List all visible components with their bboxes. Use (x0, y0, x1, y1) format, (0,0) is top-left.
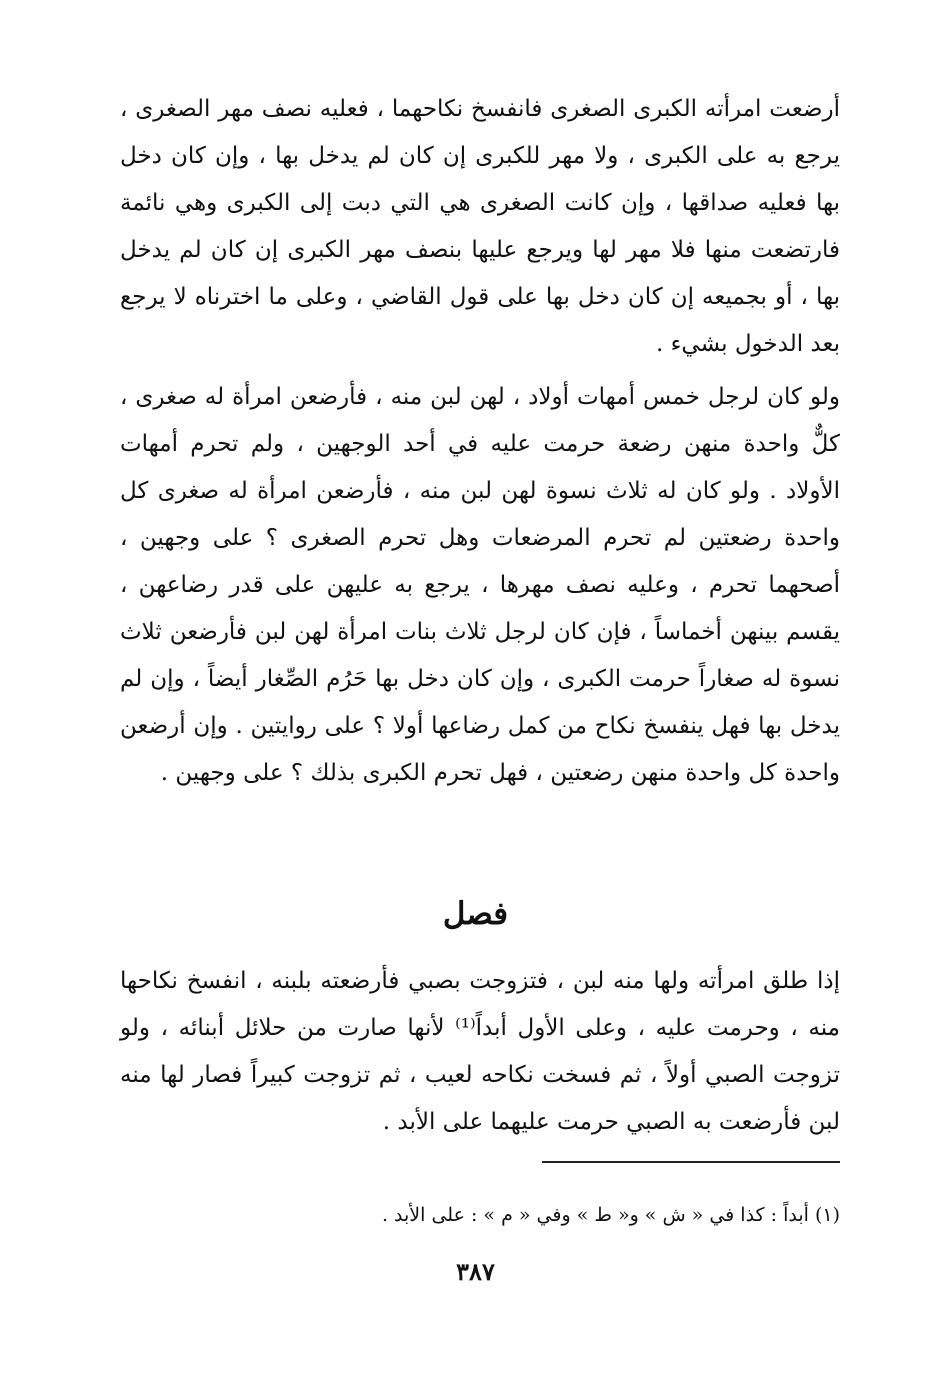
paragraph-2: ولو كان لرجل خمس أمهات أولاد ، لهن لبن منه ، فأرضعن امرأة له صغرى ، كلٌّ واحدة منهن رضعة حرمت عليه في أحد الوجهين ، ولم تحرم أمهات الأولاد . ولو كان له ثلاث نسوة لهن لبن منه ، فأرضعن امرأة له صغرى كل واحدة رضعتين لم تحرم المرضعات وهل تحرم الصغرى ؟ على وجهين ، أصحهما تحرم ، وعليه نصف مهرها ، يرجع به عليهن على قدر رضاعهن ، يقسم بينهن أخماساً ، فإن كان لرجل ثلاث بنات امرأة لهن لبن فأرضعن ثلاث نسوة له صغاراً حرمت الكبرى ، وإن كان دخل بها حَرُم الصِّغار أيضاً ، وإن لم يدخل بها فهل ينفسخ نكاح من كمل رضاعها أولا ؟ على روايتين . وإن أرضعن واحدة كل واحدة منهن رضعتين ، فهل تحرم الكبرى بذلك ؟ على وجهين . (120, 384, 840, 786)
section-heading: فصل (442, 896, 509, 932)
page-number: ٣٨٧ (456, 1257, 495, 1286)
footnote: (١) أبداً : كذا في « ش » و« ط » وفي « م » : على الأبد . (381, 1204, 840, 1226)
paragraph-3: إذا طلق امرأته ولها منه لبن ، فتزوجت بصبي فأرضعته بلبنه ، انفسخ نكاحها منه ، وحرمت عليه ، وعلى الأول أبداً⁽¹⁾ لأنها صارت من حلائل أبنائه ، ولو تزوجت الصبي أولاً ، ثم فسخت نكاحه لعيب ، ثم تزوجت كبيراً فصار لها منه لبن فأرضعت به الصبي حرمت عليهما على الأبد . (120, 968, 840, 1135)
footnote-separator (542, 1161, 840, 1163)
paragraph-1: أرضعت امرأته الكبرى الصغرى فانفسخ نكاحهما ، فعليه نصف مهر الصغرى ، يرجع به على الكبرى ، ولا مهر للكبرى إن كان لم يدخل بها ، وإن كان دخل بها فعليه صداقها ، وإن كانت الصغرى هي التي دبت إلى الكبرى وهي نائمة فارتضعت منها فلا مهر لها ويرجع عليها بنصف مهر الكبرى إن كان لم يدخل بها ، أو بجميعه إن كان دخل بها على قول القاضي ، وعلى ما اخترناه لا يرجع بعد الدخول بشيء . (120, 96, 840, 357)
